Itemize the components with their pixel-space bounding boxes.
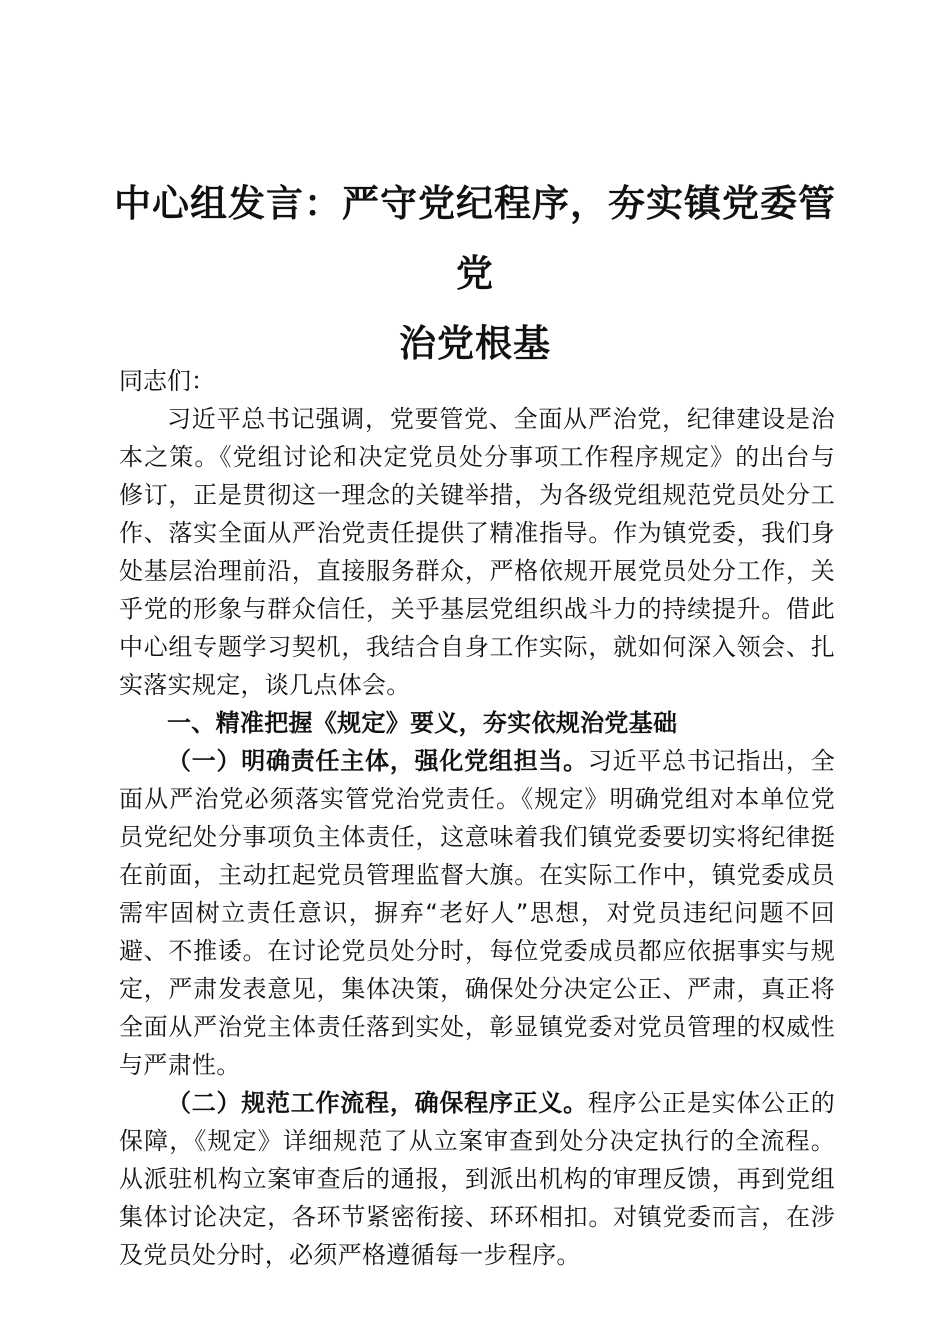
subsection-2-lead: （二）规范工作流程，确保程序正义。 (167, 1089, 588, 1117)
title-line-1: 中心组发言：严守党纪程序，夯实镇党委管党 (114, 181, 836, 295)
subsection-2-text: 程序公正是实体公正的保障，《规定》详细规范了从立案审查到处分决定执行的全流程。从派驻机构立案审查后的通报，到派出机构的审理反馈，再到党组集体讨论决定，各环节紧密衔接、环环相扣。对镇党委而言，在涉及党员处分时，必须严格遵循每一步程序。 (119, 1089, 835, 1269)
document-body (119, 362, 835, 1274)
document-title (100, 168, 850, 378)
subsection-1-lead: （一）明确责任主体，强化党组担当。 (167, 747, 588, 775)
greeting: 同志们： (119, 367, 215, 395)
section-1-heading: 一、精准把握《规定》要义，夯实依规治党基础 (167, 709, 678, 737)
subsection-2-paragraph (119, 1084, 835, 1274)
subsection-1-text: 习近平总书记指出，全面从严治党必须落实管党治党责任。《规定》明确党组对本单位党员党纪处分事项负主体责任，这意味着我们镇党委要切实将纪律挺在前面，主动扛起党员管理监督大旗。在实际工作中，镇党委成员需牢固树立责任意识，摒弃“老好人”思想，对党员违纪问题不回避、不推诿。在讨论党员处分时，每位党委成员都应依据事实与规定，严肃发表意见，集体决策，确保处分决定公正、严肃，真正将全面从严治党主体责任落到实处，彰显镇党委对党员管理的权威性与严肃性。 (119, 747, 835, 1079)
intro-paragraph: 习近平总书记强调，党要管党、全面从严治党，纪律建设是治本之策。《党组讨论和决定党员处分事项工作程序规定》的出台与修订，正是贯彻这一理念的关键举措，为各级党组规范党员处分工作、落实全面从严治党责任提供了精准指导。作为镇党委，我们身处基层治理前沿，直接服务群众，严格依规开展党员处分工作，关乎党的形象与群众信任，关乎基层党组织战斗力的持续提升。借此中心组专题学习契机，我结合自身工作实际，就如何深入领会、扎实落实规定，谈几点体会。 (119, 405, 835, 699)
title-line-2: 治党根基 (399, 321, 551, 365)
subsection-1-paragraph (119, 742, 835, 1084)
